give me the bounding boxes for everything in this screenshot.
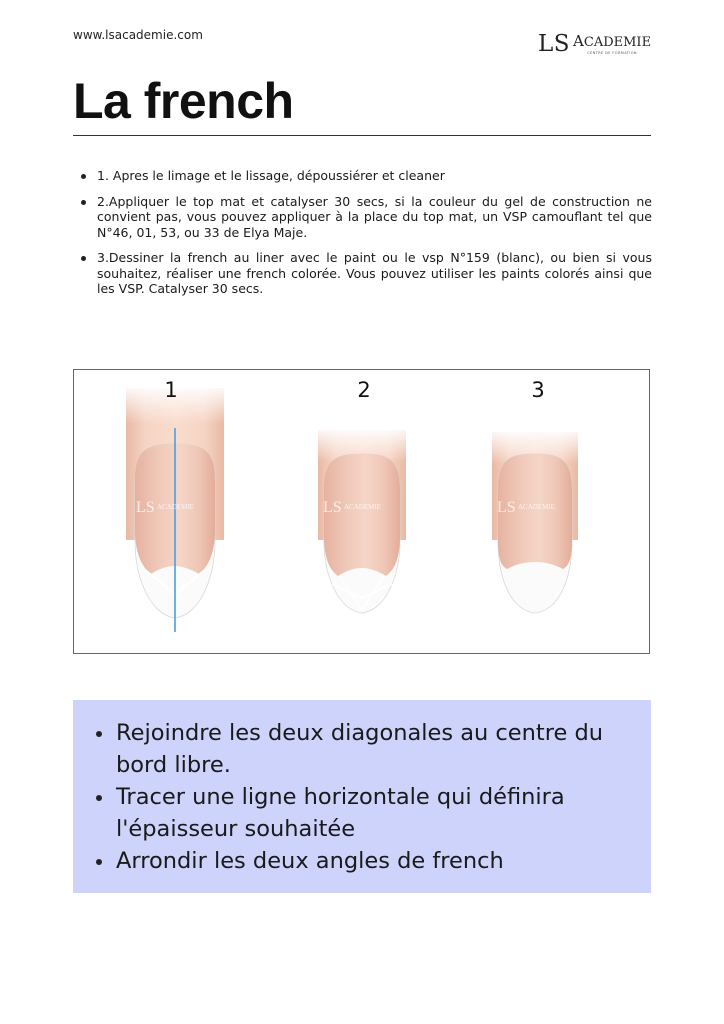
logo-academie-initial: A xyxy=(573,32,584,50)
step-item: 2.Appliquer le top mat et catalyser 30 secs, si la couleur du gel de construction ne convient pas, vous pouvez appliquer à la place du top mat, un VSP camouflant tel que N°46, 01, 53, ou 33 de Elya Maje. xyxy=(80,194,652,241)
site-url[interactable]: www.lsacademie.com xyxy=(73,28,203,42)
logo-subtitle: CENTRE DE FORMATION xyxy=(587,51,637,55)
logo-ls: LS xyxy=(538,31,571,57)
tip-item: Tracer une ligne horizontale qui définira l'épaisseur souhaitée xyxy=(95,781,635,845)
logo-academie-block xyxy=(573,34,651,56)
nail-illustration xyxy=(74,370,651,655)
ls-academie-logo xyxy=(538,32,651,56)
watermark-academie-3: ACADEMIE xyxy=(518,503,555,511)
tips-list xyxy=(95,717,635,877)
watermark-ls-2: LS xyxy=(323,499,342,516)
step-item: 1. Apres le limage et le lissage, dépoussiérer et cleaner xyxy=(80,168,652,184)
watermark-ls-3: LS xyxy=(497,499,516,516)
title-divider xyxy=(73,135,651,136)
watermark-ls-1: LS xyxy=(136,499,155,516)
tip-item: Rejoindre les deux diagonales au centre du bord libre. xyxy=(95,717,635,781)
steps-list xyxy=(80,168,652,307)
figure-label-2: 2 xyxy=(357,378,371,402)
logo-academie-rest: CADEMIE xyxy=(583,35,652,50)
watermark-academie-2: ACADEMIE xyxy=(344,503,381,511)
figure-label-1: 1 xyxy=(164,378,178,402)
nail-2 xyxy=(314,426,410,613)
tips-box xyxy=(73,700,651,893)
nail-3 xyxy=(488,428,582,613)
watermark-academie-1: ACADEMIE xyxy=(157,503,194,511)
nail-illustration-panel xyxy=(73,369,650,654)
logo-academie xyxy=(573,34,651,50)
figure-label-3: 3 xyxy=(531,378,545,402)
page-title: La french xyxy=(73,73,294,129)
step-item: 3.Dessiner la french au liner avec le paint ou le vsp N°159 (blanc), ou bien si vous souhaitez, réaliser une french colorée. Vous pouvez utiliser les paints colorés ainsi que les VSP. Catalyser 30 secs. xyxy=(80,250,652,297)
tip-item: Arrondir les deux angles de french xyxy=(95,845,635,877)
